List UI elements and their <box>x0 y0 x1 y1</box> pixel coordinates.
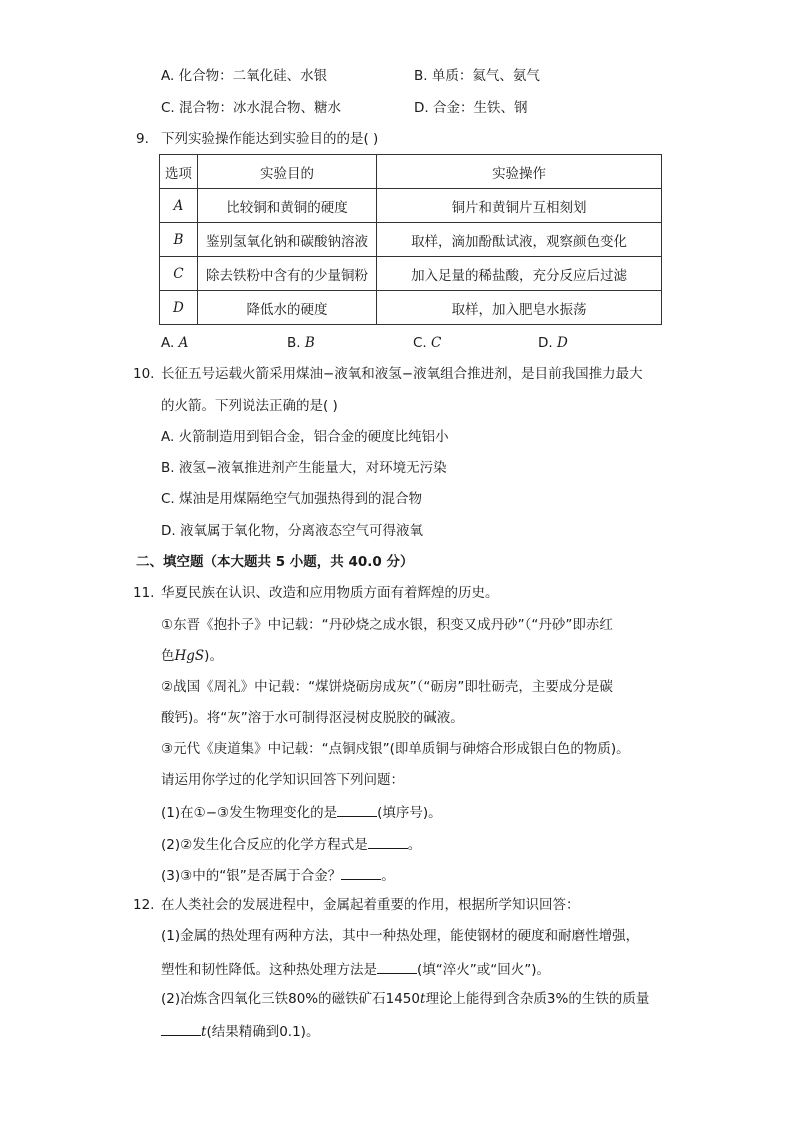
text-segment: 色 <box>161 648 175 664</box>
text-segment: 。 <box>381 868 395 884</box>
q12-sub1-line2 <box>161 959 550 979</box>
q12-sub2-line2 <box>161 1021 319 1041</box>
q10-option-d: D. 液氧属于氧化物，分离液态空气可得液氧 <box>161 523 423 539</box>
answer-blank[interactable] <box>368 834 408 849</box>
table-cell-option: B <box>160 223 198 257</box>
chemical-formula: HgS <box>174 648 205 664</box>
unit: t <box>420 991 426 1007</box>
q10-stem-line2: 的火箭。下列说法正确的是( ) <box>161 398 338 414</box>
text-segment: (结果精确到0.1)。 <box>206 1024 320 1040</box>
choice-prefix: D. <box>538 335 557 351</box>
table-cell-option: A <box>160 189 198 223</box>
section-heading: 二、填空题（本大题共 5 小题，共 40.0 分） <box>136 554 414 570</box>
answer-blank[interactable] <box>337 802 377 817</box>
q12-sub1-line1: (1)金属的热处理有两种方法，其中一种热处理，能使钢材的硬度和耐磨性增强， <box>161 928 640 944</box>
table-cell-goal: 除去铁粉中含有的少量铜粉 <box>197 257 376 291</box>
q10-option-c: C. 煤油是用煤隔绝空气加强热得到的混合物 <box>161 491 423 507</box>
choice-prefix: A. <box>161 335 179 351</box>
text-segment: 。 <box>407 837 422 853</box>
choice-prefix: B. <box>287 335 305 351</box>
q8-option-a: A. 化合物：二氧化硅、水银 <box>161 68 328 84</box>
q9-table <box>159 154 662 325</box>
q10-option-b: B. 液氢−液氧推进剂产生能量大，对环境无污染 <box>161 460 447 476</box>
q10-stem-line1: 长征五号运载火箭采用煤油−液氧和液氢−液氧组合推进剂，是目前我国推力最大 <box>161 366 643 382</box>
q11-sub2 <box>161 834 421 854</box>
table-header-option: 选项 <box>160 155 198 189</box>
q9-number: 9. <box>136 131 149 147</box>
table-header-operation: 实验操作 <box>377 155 662 189</box>
q11-number: 11. <box>133 585 155 601</box>
choice-letter: C <box>431 335 442 351</box>
text-segment: (填序号)。 <box>377 805 442 821</box>
q11-sub3 <box>161 865 395 885</box>
table-row <box>160 223 662 257</box>
q11-item1-line1: ①东晋《抱扑子》中记载：“丹砂烧之成水银，积变又成丹砂”（“丹砂”即赤红 <box>161 617 613 633</box>
q11-item1-line2 <box>161 647 223 665</box>
table-cell-operation: 取样，滴加酚酞试液，观察颜色变化 <box>377 223 662 257</box>
table-cell-operation: 铜片和黄铜片互相刻划 <box>377 189 662 223</box>
choice-letter: D <box>556 335 568 351</box>
table-cell-option: D <box>160 291 198 325</box>
q11-prompt: 请运用你学过的化学知识回答下列问题： <box>161 772 404 788</box>
table-cell-goal: 比较铜和黄铜的硬度 <box>197 189 376 223</box>
table-cell-operation: 取样，加入肥皂水振荡 <box>377 291 662 325</box>
text-segment: (填“淬火”或“回火”)。 <box>417 962 551 978</box>
choice-prefix: C. <box>413 335 432 351</box>
q12-sub2-line1 <box>161 990 649 1008</box>
q8-option-c: C. 混合物：冰水混合物、糖水 <box>161 100 342 116</box>
choice-letter: A <box>178 335 189 351</box>
q8-option-d: D. 合金：生铁、钢 <box>414 100 528 116</box>
q10-option-a: A. 火箭制造用到铝合金，铝合金的硬度比纯铝小 <box>161 429 449 445</box>
table-row <box>160 257 662 291</box>
q9-choice-d <box>538 334 568 352</box>
text-segment: (2)②发生化合反应的化学方程式是 <box>161 837 368 853</box>
text-segment: 理论上能得到含杂质3%的生铁的质量 <box>425 991 650 1007</box>
answer-blank[interactable] <box>161 1021 201 1036</box>
table-cell-operation: 加入足量的稀盐酸，充分反应后过滤 <box>377 257 662 291</box>
text-segment: (2)冶炼含四氧化三铁80%的磁铁矿石1450 <box>161 991 420 1007</box>
q9-choice-b <box>287 334 315 352</box>
unit: t <box>201 1024 207 1040</box>
text-segment: 塑性和韧性降低。这种热处理方法是 <box>161 962 377 978</box>
answer-blank[interactable] <box>341 865 381 880</box>
q12-number: 12. <box>133 897 155 913</box>
table-row <box>160 291 662 325</box>
q9-choice-c <box>413 334 441 352</box>
text-segment: (3)③中的“银”是否属于合金？ <box>161 868 342 884</box>
choice-letter: B <box>304 335 315 351</box>
q12-intro: 在人类社会的发展进程中，金属起着重要的作用，根据所学知识回答： <box>161 897 580 913</box>
q11-item2-line1: ②战国《周礼》中记载：“煤饼烧砺房成灰”（“砺房”即牡砺壳，主要成分是碳 <box>161 679 613 695</box>
q11-sub1 <box>161 802 442 822</box>
q9-stem: 下列实验操作能达到实验目的的是( ) <box>161 131 379 147</box>
table-cell-option: C <box>160 257 198 291</box>
answer-blank[interactable] <box>377 959 417 974</box>
q11-item2-line2: 酸钙)。将“灰”溶于水可制得沤浸树皮脱胶的碱液。 <box>161 710 464 726</box>
q11-intro: 华夏民族在认识、改造和应用物质方面有着辉煌的历史。 <box>161 585 499 601</box>
q9-choice-a <box>161 334 188 352</box>
table-cell-goal: 鉴别氢氧化钠和碳酸钠溶液 <box>197 223 376 257</box>
q8-option-b: B. 单质：氦气、氨气 <box>414 68 540 84</box>
table-header-row <box>160 155 662 189</box>
q10-number: 10. <box>133 366 155 382</box>
table-header-goal: 实验目的 <box>197 155 376 189</box>
text-segment: (1)在①−③发生物理变化的是 <box>161 805 338 821</box>
text-segment: )。 <box>204 648 223 664</box>
q11-item3: ③元代《庚道集》中记载：“点铜戍银”(即单质铜与砷熔合形成银白色的物质)。 <box>161 741 630 757</box>
table-cell-goal: 降低水的硬度 <box>197 291 376 325</box>
table-row <box>160 189 662 223</box>
